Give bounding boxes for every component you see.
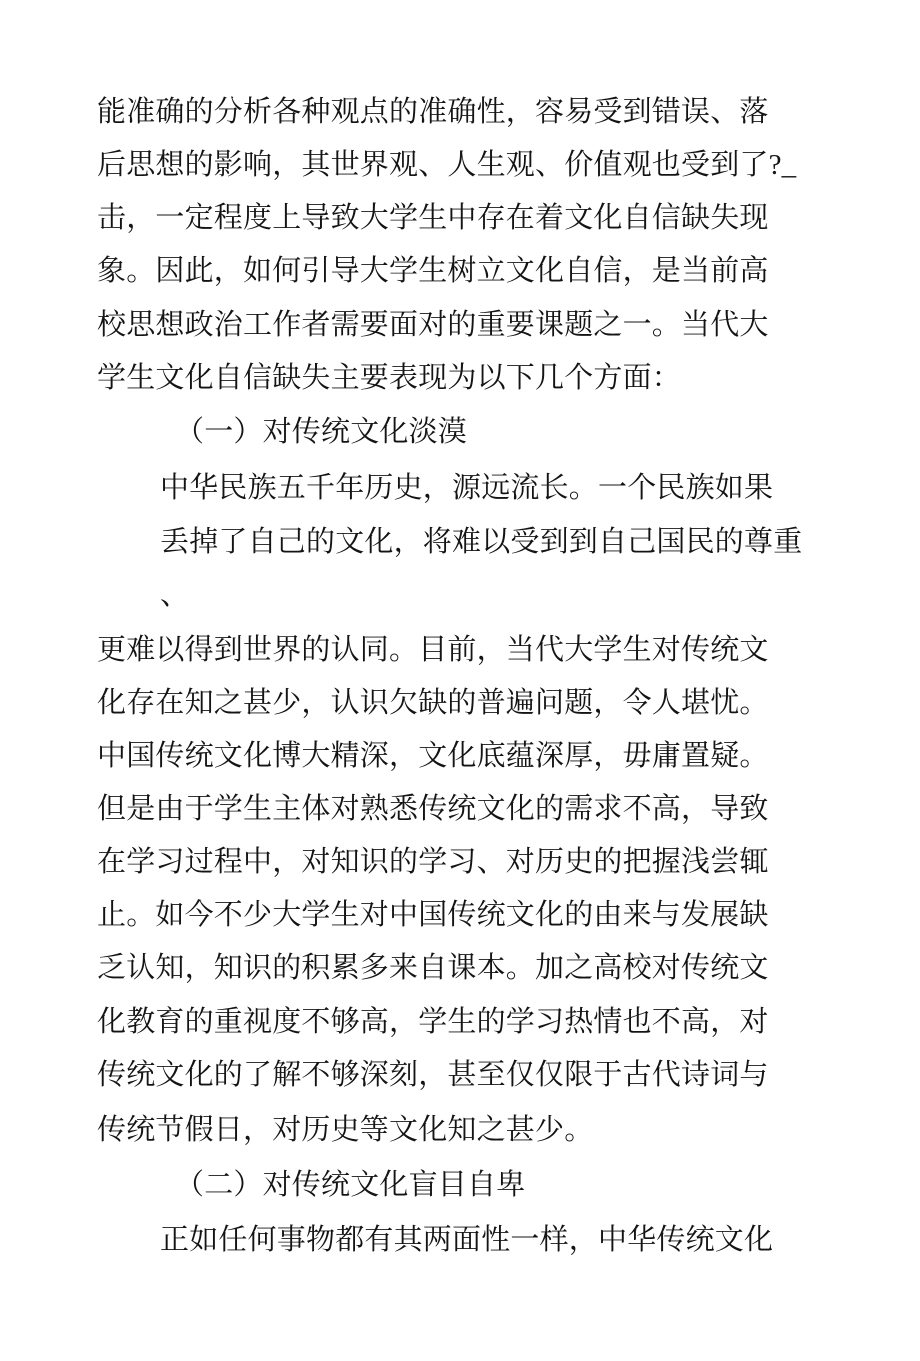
paragraph-line: 正如任何事物都有其两面性一样，中华传统文化 xyxy=(160,1224,774,1256)
paragraph-line: 击，一定程度上导致大学生中存在着文化自信缺失现 xyxy=(97,202,769,234)
paragraph-line: 学生文化自信缺失主要表现为以下几个方面： xyxy=(97,362,682,394)
paragraph-line: 后思想的影响，其世界观、人生观、价值观也受到了?_ xyxy=(97,149,797,181)
paragraph-line: 传统文化的了解不够深刻，甚至仅仅限于古代诗词与 xyxy=(97,1059,769,1091)
section-heading: （一）对传统文化淡漠 xyxy=(175,416,468,448)
paragraph-line: 丢掉了自己的文化，将难以受到到自己国民的尊重 xyxy=(160,526,803,558)
paragraph-line: 在学习过程中，对知识的学习、对历史的把握浅尝辄 xyxy=(97,846,769,878)
paragraph-line: 校思想政治工作者需要面对的重要课题之一。当代大 xyxy=(97,309,769,341)
paragraph-line: 象。因此，如何引导大学生树立文化自信，是当前高 xyxy=(97,255,769,287)
paragraph-line: 但是由于学生主体对熟悉传统文化的需求不高，导致 xyxy=(97,793,769,825)
paragraph-line: 中国传统文化博大精深，文化底蕴深厚，毋庸置疑。 xyxy=(97,740,769,772)
paragraph-line: 更难以得到世界的认同。目前，当代大学生对传统文 xyxy=(97,634,769,666)
paragraph-line: 化存在知之甚少，认识欠缺的普遍问题，令人堪忧。 xyxy=(97,687,769,719)
paragraph-line: 乏认知，知识的积累多来自课本。加之高校对传统文 xyxy=(97,952,769,984)
paragraph-line: 化教育的重视度不够高，学生的学习热情也不高，对 xyxy=(97,1006,769,1038)
section-heading: （二）对传统文化盲目自卑 xyxy=(175,1169,526,1201)
paragraph-line: 、 xyxy=(160,579,190,611)
paragraph-line: 止。如今不少大学生对中国传统文化的由来与发展缺 xyxy=(97,899,769,931)
paragraph-line: 能准确的分析各种观点的准确性，容易受到错误、落 xyxy=(97,96,769,128)
paragraph-line: 中华民族五千年历史，源远流长。一个民族如果 xyxy=(160,472,774,504)
paragraph-line: 传统节假日，对历史等文化知之甚少。 xyxy=(97,1114,594,1146)
